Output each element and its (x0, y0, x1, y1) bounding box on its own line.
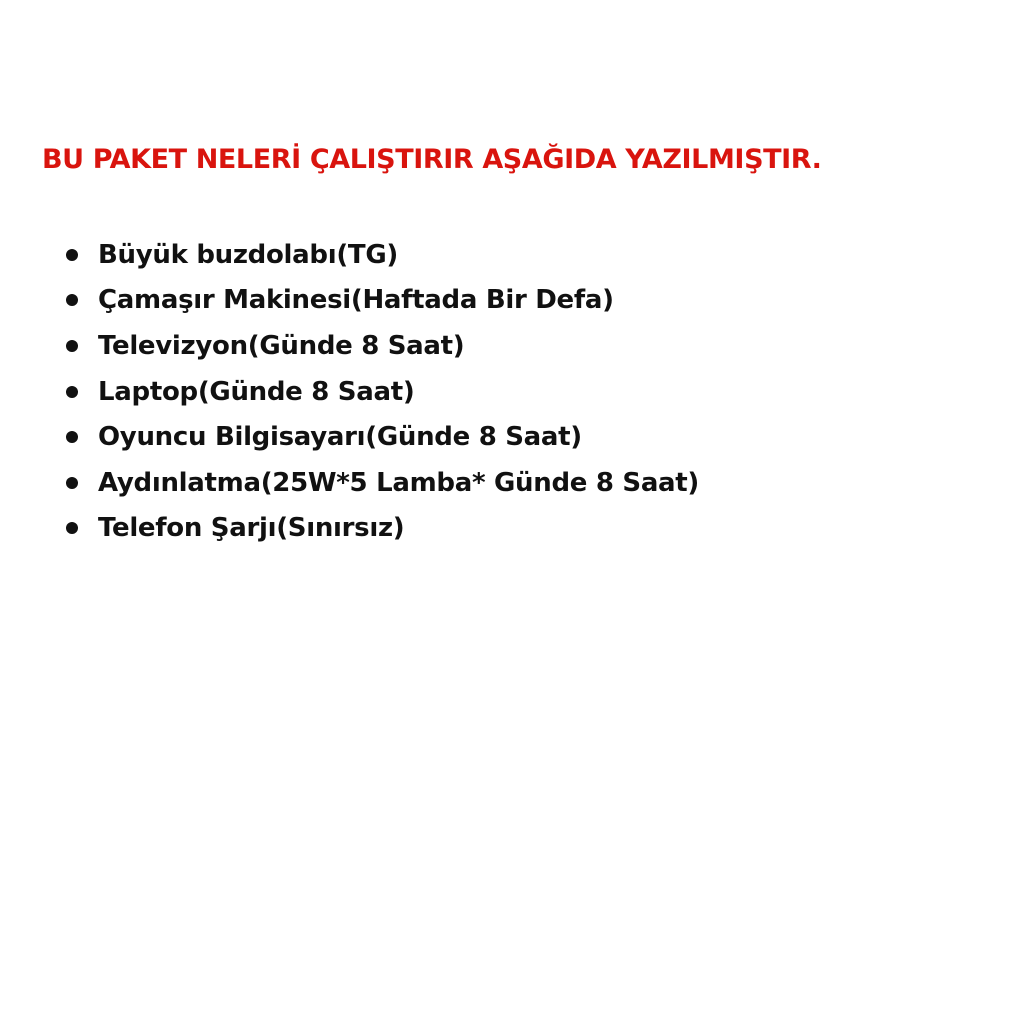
list-item-text: Televizyon(Günde 8 Saat) (98, 330, 465, 361)
bullet-dot-icon (66, 386, 78, 398)
list-item-text: Telefon Şarjı(Sınırsız) (98, 513, 405, 544)
bullet-dot-icon (66, 431, 78, 443)
bullet-dot-icon (66, 522, 78, 534)
bullet-dot-icon (66, 294, 78, 306)
page-heading: BU PAKET NELERİ ÇALIŞTIRIR AŞAĞIDA YAZILMIŞTIR. (42, 144, 822, 175)
list-item (0, 232, 699, 278)
list-item-text: Laptop(Günde 8 Saat) (98, 376, 415, 407)
list-item-text: Aydınlatma(25W*5 Lamba* Günde 8 Saat) (98, 467, 700, 498)
list-item (0, 323, 699, 369)
list-item (0, 369, 699, 415)
list-item (0, 414, 699, 460)
list-item-text: Oyuncu Bilgisayarı(Günde 8 Saat) (98, 422, 582, 453)
bullet-dot-icon (66, 340, 78, 352)
list-item (0, 460, 699, 506)
appliance-list (0, 232, 699, 551)
list-item (0, 506, 699, 552)
bullet-dot-icon (66, 477, 78, 489)
list-item-text: Çamaşır Makinesi(Haftada Bir Defa) (98, 285, 614, 316)
list-item-text: Büyük buzdolabı(TG) (98, 239, 398, 270)
bullet-dot-icon (66, 249, 78, 261)
list-item (0, 278, 699, 324)
